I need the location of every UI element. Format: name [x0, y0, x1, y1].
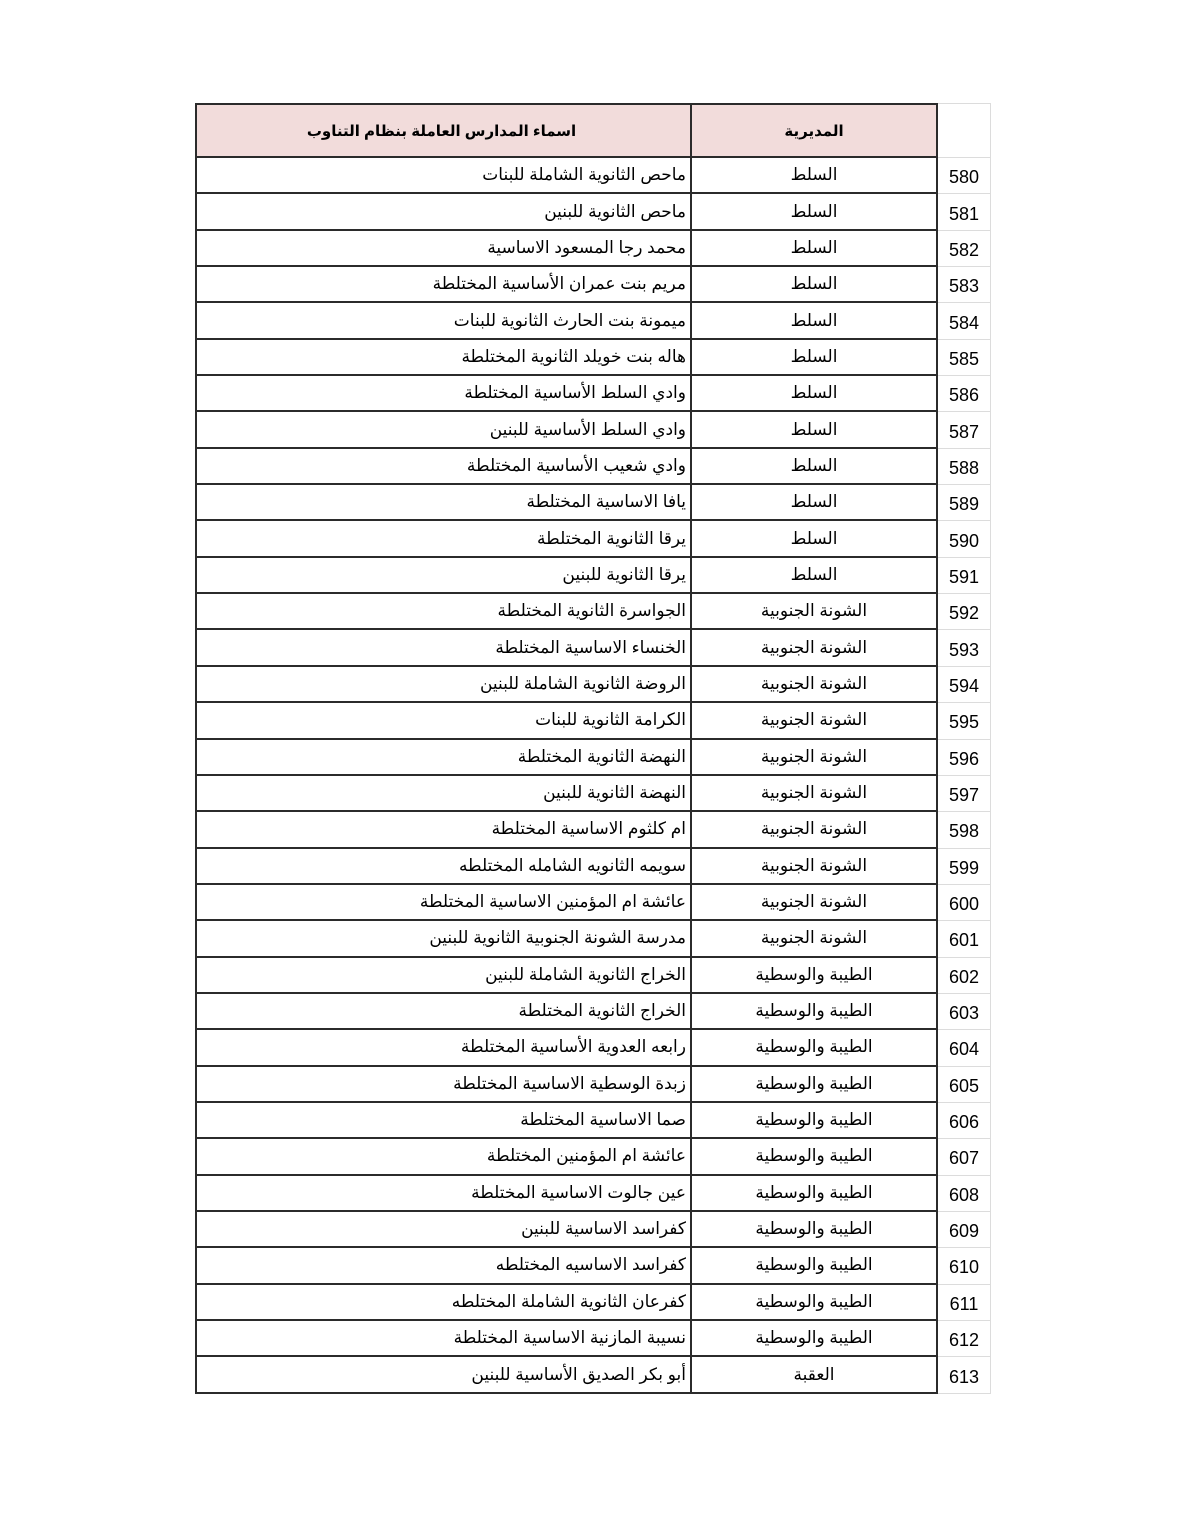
directorate-cell: الطيبة والوسطية	[690, 1176, 938, 1212]
school-name-cell: عائشة ام المؤمنين المختلطة	[195, 1139, 690, 1175]
table-row	[195, 558, 991, 594]
school-name-cell: عين جالوت الاساسية المختلطة	[195, 1176, 690, 1212]
directorate-cell: الطيبة والوسطية	[690, 1285, 938, 1321]
directorate-cell: الطيبة والوسطية	[690, 1321, 938, 1357]
table-row	[195, 412, 991, 448]
row-number-cell: 580	[938, 158, 991, 194]
table-row	[195, 1139, 991, 1175]
school-name-cell: صما الاساسية المختلطة	[195, 1103, 690, 1139]
school-name-cell: وادي شعيب الأساسية المختلطة	[195, 449, 690, 485]
table-body	[195, 158, 991, 1394]
school-name-cell: الخنساء الاساسية المختلطة	[195, 630, 690, 666]
row-number-cell: 613	[938, 1357, 991, 1393]
table-row	[195, 1248, 991, 1284]
table-row	[195, 267, 991, 303]
directorate-cell: الطيبة والوسطية	[690, 958, 938, 994]
table-row	[195, 849, 991, 885]
directorate-cell: الشونة الجنوبية	[690, 885, 938, 921]
school-name-cell: النهضة الثانوية المختلطة	[195, 740, 690, 776]
row-number-cell: 586	[938, 376, 991, 412]
row-number-cell: 584	[938, 303, 991, 339]
directorate-cell: الشونة الجنوبية	[690, 667, 938, 703]
table-row	[195, 921, 991, 957]
directorate-cell: الطيبة والوسطية	[690, 1030, 938, 1066]
school-name-cell: وادي السلط الأساسية للبنين	[195, 412, 690, 448]
school-name-cell: الجواسرة الثانوية المختلطة	[195, 594, 690, 630]
table-row	[195, 1321, 991, 1357]
table-row	[195, 812, 991, 848]
table-row	[195, 667, 991, 703]
school-name-cell: سويمه الثانويه الشامله المختلطه	[195, 849, 690, 885]
table-row	[195, 485, 991, 521]
row-number-cell: 593	[938, 630, 991, 666]
row-number-cell: 596	[938, 740, 991, 776]
table-row	[195, 1176, 991, 1212]
table-row	[195, 776, 991, 812]
row-number-cell: 585	[938, 340, 991, 376]
row-number-cell: 581	[938, 194, 991, 230]
row-number-cell: 604	[938, 1030, 991, 1066]
school-name-cell: ميمونة بنت الحارث الثانوية للبنات	[195, 303, 690, 339]
school-name-cell: الخراج الثانوية المختلطة	[195, 994, 690, 1030]
directorate-cell: السلط	[690, 376, 938, 412]
table-row	[195, 194, 991, 230]
table-row	[195, 521, 991, 557]
directorate-cell: الشونة الجنوبية	[690, 703, 938, 739]
school-name-cell: هاله بنت خويلد الثانوية المختلطة	[195, 340, 690, 376]
table-header-row	[195, 103, 991, 158]
table-row	[195, 703, 991, 739]
row-number-cell: 597	[938, 776, 991, 812]
directorate-cell: الشونة الجنوبية	[690, 594, 938, 630]
row-number-cell: 582	[938, 231, 991, 267]
directorate-cell: الشونة الجنوبية	[690, 849, 938, 885]
row-number-cell: 608	[938, 1176, 991, 1212]
directorate-cell: الطيبة والوسطية	[690, 994, 938, 1030]
school-name-cell: وادي السلط الأساسية المختلطة	[195, 376, 690, 412]
row-number-cell: 611	[938, 1285, 991, 1321]
school-name-cell: كفرعان الثانوية الشاملة المختلطه	[195, 1285, 690, 1321]
directorate-cell: السلط	[690, 521, 938, 557]
school-name-cell: ماحص الثانوية الشاملة للبنات	[195, 158, 690, 194]
table-row	[195, 158, 991, 194]
school-name-cell: محمد رجا المسعود الاساسية	[195, 231, 690, 267]
row-number-cell: 609	[938, 1212, 991, 1248]
school-name-cell: يافا الاساسية المختلطة	[195, 485, 690, 521]
row-number-cell: 590	[938, 521, 991, 557]
school-name-cell: زبدة الوسطية الاساسية المختلطة	[195, 1067, 690, 1103]
table-row	[195, 1285, 991, 1321]
row-number-cell: 595	[938, 703, 991, 739]
table-row	[195, 885, 991, 921]
school-name-cell: مريم بنت عمران الأساسية المختلطة	[195, 267, 690, 303]
row-number-cell: 589	[938, 485, 991, 521]
school-name-cell: الروضة الثانوية الشاملة للبنين	[195, 667, 690, 703]
directorate-cell: السلط	[690, 412, 938, 448]
table-row	[195, 303, 991, 339]
row-number-cell: 591	[938, 558, 991, 594]
row-number-cell: 601	[938, 921, 991, 957]
header-number	[938, 103, 991, 158]
row-number-cell: 587	[938, 412, 991, 448]
directorate-cell: الطيبة والوسطية	[690, 1139, 938, 1175]
directorate-cell: الشونة الجنوبية	[690, 921, 938, 957]
schools-table	[195, 103, 991, 1394]
table-row	[195, 1212, 991, 1248]
school-name-cell: عائشة ام المؤمنين الاساسية المختلطة	[195, 885, 690, 921]
directorate-cell: الشونة الجنوبية	[690, 740, 938, 776]
table-row	[195, 594, 991, 630]
directorate-cell: السلط	[690, 340, 938, 376]
school-name-cell: يرقا الثانوية المختلطة	[195, 521, 690, 557]
row-number-cell: 603	[938, 994, 991, 1030]
row-number-cell: 607	[938, 1139, 991, 1175]
table-row	[195, 1030, 991, 1066]
school-name-cell: أبو بكر الصديق الأساسية للبنين	[195, 1357, 690, 1393]
directorate-cell: الطيبة والوسطية	[690, 1067, 938, 1103]
directorate-cell: السلط	[690, 267, 938, 303]
directorate-cell: الشونة الجنوبية	[690, 630, 938, 666]
header-directorate: المديرية	[690, 103, 938, 158]
table-row	[195, 231, 991, 267]
row-number-cell: 594	[938, 667, 991, 703]
directorate-cell: الشونة الجنوبية	[690, 776, 938, 812]
directorate-cell: الطيبة والوسطية	[690, 1103, 938, 1139]
table-row	[195, 1103, 991, 1139]
table-row	[195, 994, 991, 1030]
school-name-cell: كفراسد الاساسية للبنين	[195, 1212, 690, 1248]
school-name-cell: رابعه العدوية الأساسية المختلطة	[195, 1030, 690, 1066]
school-name-cell: النهضة الثانوية للبنين	[195, 776, 690, 812]
directorate-cell: السلط	[690, 231, 938, 267]
table-row	[195, 630, 991, 666]
directorate-cell: السلط	[690, 485, 938, 521]
table-row	[195, 1357, 991, 1393]
directorate-cell: السلط	[690, 558, 938, 594]
school-name-cell: مدرسة الشونة الجنوبية الثانوية للبنين	[195, 921, 690, 957]
directorate-cell: السلط	[690, 303, 938, 339]
school-name-cell: ام كلثوم الاساسية المختلطة	[195, 812, 690, 848]
school-name-cell: الكرامة الثانوية للبنات	[195, 703, 690, 739]
header-school-names: اسماء المدارس العاملة بنظام التناوب	[195, 103, 690, 158]
school-name-cell: كفراسد الاساسيه المختلطه	[195, 1248, 690, 1284]
row-number-cell: 605	[938, 1067, 991, 1103]
directorate-cell: السلط	[690, 194, 938, 230]
row-number-cell: 606	[938, 1103, 991, 1139]
table-row	[195, 740, 991, 776]
directorate-cell: السلط	[690, 449, 938, 485]
school-name-cell: الخراج الثانوية الشاملة للبنين	[195, 958, 690, 994]
row-number-cell: 600	[938, 885, 991, 921]
row-number-cell: 583	[938, 267, 991, 303]
school-name-cell: نسيبة المازنية الاساسية المختلطة	[195, 1321, 690, 1357]
school-name-cell: ماحص الثانوية للبنين	[195, 194, 690, 230]
directorate-cell: الطيبة والوسطية	[690, 1248, 938, 1284]
directorate-cell: الطيبة والوسطية	[690, 1212, 938, 1248]
row-number-cell: 598	[938, 812, 991, 848]
row-number-cell: 588	[938, 449, 991, 485]
row-number-cell: 592	[938, 594, 991, 630]
directorate-cell: السلط	[690, 158, 938, 194]
directorate-cell: الشونة الجنوبية	[690, 812, 938, 848]
table-row	[195, 958, 991, 994]
school-name-cell: يرقا الثانوية للبنين	[195, 558, 690, 594]
table-row	[195, 376, 991, 412]
table-row	[195, 340, 991, 376]
table-row	[195, 1067, 991, 1103]
table-row	[195, 449, 991, 485]
directorate-cell: العقبة	[690, 1357, 938, 1393]
row-number-cell: 610	[938, 1248, 991, 1284]
row-number-cell: 612	[938, 1321, 991, 1357]
row-number-cell: 602	[938, 958, 991, 994]
row-number-cell: 599	[938, 849, 991, 885]
